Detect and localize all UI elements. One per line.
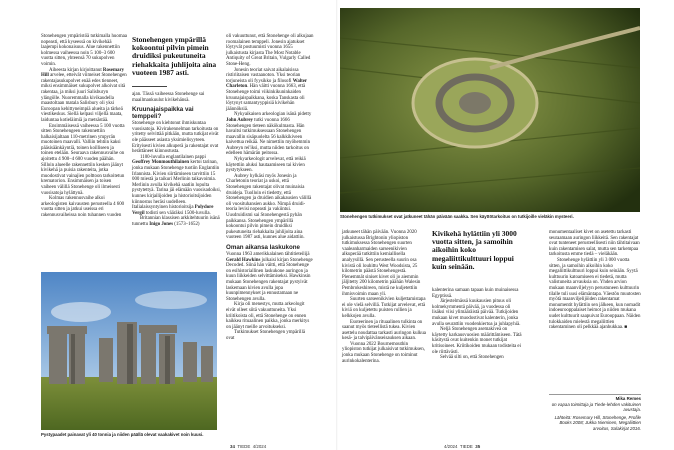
paragraph: jatkuneet tähän päivään. Vuonna 2020 julkaistussa Brightonin yliopiston tutkimuksessa Stonehengen suurten vaaleanharmaiden sarseenikivien alkuperää tutkittiin kemiallisella analyysillä. Sen perusteella suurin osa kivistä oli louhittu West Woodsista, 25 kilometrin päästä Stonehengestä. Pienemmät siniset kivet oli jo aiemmin jäljitetty 200 kilometrin päähän Walesin Pembrokeshireen, mistä ne kuljetettiin ihmisvoimin maan yli. <box>342 230 421 297</box>
photo-caption: Stonehengen tutkimukset ovat jatkuneet tähän päivään saakka. Sen käyttötarkoitus on tutkijoille vieläkin mysteeri. <box>340 214 574 219</box>
paragraph: Selvää silti on, että Stonehengen <box>440 355 504 361</box>
author-bio: on vapaa toimittaja ja Tiede-lehden vakituinen avustaja. <box>551 401 641 413</box>
page-number: 35 <box>475 444 481 449</box>
paragraph: ajan. Tässä vaiheessa Stonehenge sai maailmankuulut kivikehänsä. <box>132 92 205 103</box>
paragraph: Nykyaikaisen arkeologian isänä pidetty John Aubrey tutki vuonna 1666 Stonehengen tieteen näkökulmasta. Hän havaitsi tutkimuksessaan Stonehengen maavallin sisäpuolelta 56 kalkkikiveen kaivettua reikää. Ne nimettiin myöhemmin Aubreyn rei'iksi, mutta niiden tarkoitus on edelleen hämärän peitossa. <box>226 112 312 157</box>
sources: Lähteitä: Rosemary Hill, Stonehenge, Profile Books 2008; Jukka Nieminen, Megaliittien arvoitus, Salakirjat 2016. <box>554 414 641 431</box>
page-gutter <box>336 0 338 450</box>
left-footer <box>230 444 266 449</box>
author-name: Mika Remes <box>615 396 641 401</box>
paragraph: Nykyarkeologit arvelevat, että reikiä käytettiin aluksi hautaamiseen tai kivien pystytykseen. <box>226 157 306 174</box>
paragraph: 1100-luvulla englantilainen pappi Geoffrey Monmouthilainen kertoi tarinan, jonka mukaan Stonehenge tuotiin Englantiin Irlannista. Kivien siirtämiseen tarvittiin 15 000 miestä ja taikuri Merlinin taikavoimia. Merlinin avulla kivikehä saatiin lopulta pystytettyä. Tarina jäi elämään vuosisadoiksi, kunnes kirjailijoiden ja historioitsijoiden kiinnostus heräsi uudelleen. Italialaissyntyinen historioitsija Polydore Vergil todisti sen vääräksi 1500-luvulla. <box>132 154 221 216</box>
section-heading: Oman aikansa laskukone <box>226 243 300 251</box>
magazine-name: TIEDE <box>459 444 473 449</box>
paragraph: kalenterina samaan tapaan kuin muinaisessa Egyptissä. <box>432 288 519 299</box>
issue-number: 4/2024 <box>252 444 267 449</box>
issue-number: 4/2024 <box>444 444 458 449</box>
paragraph: Järjestelmässä kuukausien pituus oli kolmekymmentä päivää, ja vuodessa oli lisäksi viisi ylimääräistä päivää. Tutkijoiden mukaan kivet muodostivat kalenterin, jonka avulla seurattiin vuodenkiertoa ja juhlapyhiä. <box>432 299 521 327</box>
paragraph: Aubrey hylkäsi myös Jonesin ja Charletonin teoriat ja uskoi, että Stonehengen rakentajat olivat muinaisia druideja. Tuolloin ei tiedetty, että Stonehengen ja druidien aikakausien välillä oli vuosituhansien aukko. Nimpä druidi-teoria levisi nopeasti ja vakiintui. Uusdruidismi sai Stonehengestä pyhän paikkansa. Stonehengen ympärillä kokoontui pilvin pimein druidiksi pukeutuneita riehakkaita juhlijoita aina vuoteen 1987 asti, kunnes alue aidattiin. <box>226 173 312 241</box>
pull-quote: Stonehengen ympärillä kokoontui pilvin pimein druidiksi pukeutuneita riehakkaita juhlijoita aina vuoteen 1987 asti. <box>132 35 217 77</box>
paragraph: Stonehengen ympäristöä tutkimalla huomaa nopeasti, että kyseessä on kivikehää laajempi kokonaisuus. Alue rakennettiin kolmessa vaiheessa noin 5 100–3 600 vuotta sitten, yhteensä 70 sukupolven voimin. <box>41 34 127 67</box>
section-heading: Kruunajaispaikka vai temppeli? <box>132 106 194 121</box>
paragraph: Tutkimukset Stonehengen ympärillä ovat <box>226 330 305 341</box>
left-col-3 <box>226 34 314 341</box>
paragraph: Neljä Stonehengen asemakiveä on käytetty karkausvuosien määrittämiseen. Tätä käsitystä ovat kuitenkin monet tutkijat kritisoineet. Kriitikoiden mukaan todisteita ei ole riittävästi. <box>432 327 522 355</box>
divider <box>549 394 641 395</box>
paragraph: Ensimmäisessä vaiheessa 5 100 vuotta sitten Stonehengeen rakennettiin halkaisijaltaan 110-metrinen ympyrän muotoinen maavalli. Valliin tehtiin kaksi pääsisäänkäyntiä, toinen koilliseen ja toinen etelään. Seuraava rakennusvaihe on ajoitettu 4 900–4 600 vuoden päähän. Silloin alueelle rakennettiin kesken jäänyt kivikehä ja puisia rakenteita, jotka muodostivat vainajien polttoon tarkoitetun krematorion. Ensimmäisen ja toisen vaiheen välillä Stonehenge oli ilmeisesti vuosisatoja hylättynä. <box>41 123 125 196</box>
paragraph: Stonehenge on kiehtonut ihmiskuntaa vuosisatoja. Kivirakennelman tarkoitusta on yritetty selvittää pitkään, mutta tutkijat eivät ole päässeet asiasta yksimielisyyteen. Erityisesti kivien alkuperä ja rakentajat ovat herättäneet kiinnostusta. <box>132 121 219 155</box>
stonehenge-ground-photo <box>41 272 217 430</box>
divider <box>132 86 167 87</box>
right-col-1 <box>342 230 426 364</box>
paragraph: Britannian klassisen arkkitehtuurin isänä tunnettu Inigo Jones (1573–1652) <box>132 216 220 227</box>
right-footer <box>444 444 480 449</box>
paragraph: Stonehenge hylättiin yli 3 000 vuotta sitten, ja samoihin aikoihin koko megaliittikulttuuri loppui kuin seinään. Syytä kulttuurin katoamiseen ei tiedetä, mutta valistuneita arvauksia on. Yhden arvion mukaan maanviljelyyn perustuneen kulttuurin tilalle tuli uusi elämäntapa. Väestön muutosten myötä maanviljelijöiden rakentamat monumentit hylättiin sen jälkeen, kun nomadit indoeurooppalaiset heimot ja niiden mukana uudet kulttuurit saapuivat Eurooppaan. Näiden tulokkaiden mielestä megaliittien rakentaminen oli pelkkää ajanhukkaa. ■ <box>549 257 641 331</box>
left-col-2 <box>132 92 221 227</box>
paragraph: Aiheesta kirjan kirjoittanut Rosemary Hill arvelee, etteivät viimeiset Stonehengen rakentajasukupolvet enää edes tienneet, miksi ensimmäiset sukupolvet alkoivat sitä rakentaa, ja miksi juuri Salisburyn ylängölle. Nuoremmalla kivikaudella maastoltaan matala Salisbury oli yksi Euroopan kehittyneimpiä alueita ja tärkeä viestikeskus. Siellä kelpasi viljellä maata, laiduntaa kotieläimiä ja metsästää. <box>41 67 127 123</box>
pull-quote: Kivikehä hylättiin yli 3000 vuotta sitten, ja samoihin aikoihin koko megaliittikulttuuri loppui kuin seinään. <box>432 229 517 271</box>
paragraph: Kirja oli menestys, mutta arkeologit eivät olleet siitä vakuuttuneita. Yksi kriitikoista oli, että Stonehenge on ennen kaikkea rituaalinen paikka, jonka merkitys on jäänyt meille arvoitukseksi. <box>226 302 310 330</box>
paragraph: Vuonna 1963 amerikkalainen tähtitieteilijä Gerald Hawkins julkaisi kirjan Stonehenge Decoded. Siinä hän väitti, että Stonehenge on esihistoriallinen laskukone auringon ja kuun liikkeiden selvittämiseksi. Hawkinsin mukaan Stonehengen rakentajat pystyivät laskemaan kivien avulla jopa kuunpimennykset ja ennustamaan ne Stonehengen avulla. <box>226 251 313 302</box>
paragraph: Esoteerinen ja rituaalinen tulkinta on saanut myös tieteellistä tukea. Kivien asettelu noudattaa tarkasti auringon kulkua kesä- ja talvipäivänseisauksen aikaan. <box>342 319 426 342</box>
author-box <box>549 396 641 432</box>
page-number: 34 <box>230 444 235 449</box>
right-col-3 <box>549 230 641 331</box>
paragraph: Kolmas rakennusvaihe alkoi arkeologisten kaivausten perusteella 4 600 vuotta sitten ja jatkui useissa eri rakennusvaiheissa noin tuhannen vuoden <box>41 196 125 218</box>
paragraph: Jonesin teoriat saivat aikalaisissa ristiriitaisen vastaanoton. Yksi teorian torjuneista oli fyysikko ja filosofi Walter Charleton. Hän väitti vuonna 1663, että Stonehenge toimi viikinkikuninkaiden kruunajaispaikkana, koska Tanskasta oli löytynyt samantyyppisiä kivikehän jäännöksiä. <box>226 67 308 112</box>
paragraph: Vuonna 2022 Bournemouthin yliopiston tutkijat julkaisivat tutkimuksen, jonka mukaan Stonehenge on toiminut aurinkokalenterina. <box>342 341 425 364</box>
magazine-name: TIEDE <box>237 444 251 449</box>
paragraph: monumentaaliset kivet on asetettu tarkasti seuraamaan auringon liikkeitä. Sen rakentajat ovat tunteneet perusteellisesti niin tähtitaivaan kuin rakentamisen salat, mutta sen tarkempaa tarkoitusta emme tiedä – vieläkään. <box>549 230 640 258</box>
paragraph: Suurten sarseenikivien kuljettamistapa ei ole vielä selvillä. Tutkijat arvelevat, että kiviä on kuljetettu puisten rullien ja kelkkojen avulla. <box>342 297 426 319</box>
photo-caption: Pystypaadet painavat yli 40 tonnia ja niiden päällä olevat vaakakivet noin kuusi. <box>41 432 204 437</box>
right-col-2 <box>432 288 522 361</box>
stonehenge-aerial-photo <box>340 8 640 212</box>
paragraph: oli vakuuttunut, että Stonehenge oli alkujaan roomalainen temppeli. Jonesin ajatukset löytyvät postuumisti vuonna 1655 julkaistusta kirjasta The Most Notable Antiquity of Great Britain, Vulgarly Called Stone-Heng. <box>226 34 314 67</box>
left-col-1 <box>41 34 127 219</box>
